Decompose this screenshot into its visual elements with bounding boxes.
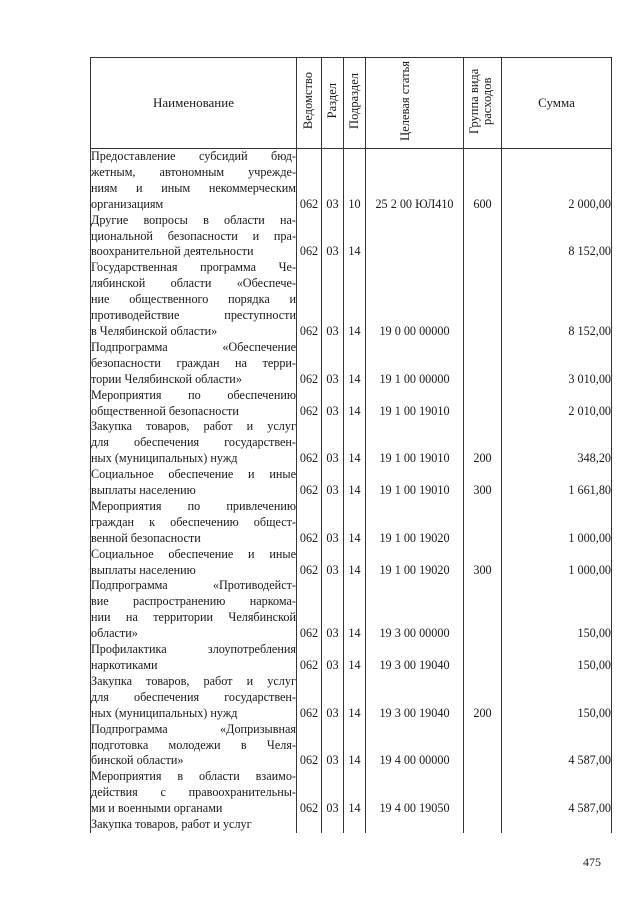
row-sum bbox=[502, 817, 612, 833]
table-row bbox=[91, 260, 612, 340]
row-name-line: воохранительной деятельности bbox=[91, 244, 254, 259]
row-dept: 062 bbox=[297, 674, 322, 722]
row-section: 03 bbox=[322, 419, 344, 467]
row-sum: 4 587,00 bbox=[502, 722, 612, 770]
row-group bbox=[464, 213, 502, 261]
row-name-cell bbox=[91, 722, 297, 770]
row-subsection: 14 bbox=[344, 499, 366, 547]
budget-table bbox=[90, 57, 612, 833]
row-name-cell bbox=[91, 499, 297, 547]
row-dept: 062 bbox=[297, 260, 322, 340]
row-sum: 150,00 bbox=[502, 674, 612, 722]
row-group: 200 bbox=[464, 674, 502, 722]
row-name-line: Государственная программа Че- bbox=[91, 260, 296, 275]
row-target: 19 4 00 00000 bbox=[366, 722, 464, 770]
row-group: 200 bbox=[464, 419, 502, 467]
row-name-line: жетным, автономным учрежде- bbox=[91, 164, 296, 179]
row-section bbox=[322, 817, 344, 833]
table-row bbox=[91, 467, 612, 499]
row-target: 19 1 00 19010 bbox=[366, 419, 464, 467]
row-name-line: противодействие преступности bbox=[91, 308, 296, 323]
row-sum: 2 010,00 bbox=[502, 388, 612, 420]
row-group: 300 bbox=[464, 467, 502, 499]
table-row bbox=[91, 388, 612, 420]
row-name-line: Закупка товаров, работ и услуг bbox=[91, 817, 252, 832]
row-name-cell bbox=[91, 260, 297, 340]
row-target: 19 0 00 00000 bbox=[366, 260, 464, 340]
table-row bbox=[91, 213, 612, 261]
row-name-line: Закупка товаров, работ и услуг bbox=[91, 673, 296, 688]
row-name-line: Подпрограмма «Противодейст- bbox=[91, 578, 296, 593]
row-group bbox=[464, 260, 502, 340]
row-target: 19 1 00 19010 bbox=[366, 388, 464, 420]
row-name-line: венной безопасности bbox=[91, 530, 201, 545]
row-dept: 062 bbox=[297, 213, 322, 261]
row-section: 03 bbox=[322, 260, 344, 340]
header-dept: Ведомство bbox=[301, 72, 316, 130]
table-row bbox=[91, 674, 612, 722]
row-group bbox=[464, 578, 502, 642]
row-subsection: 14 bbox=[344, 642, 366, 674]
row-name-line: нии на территории Челябинской bbox=[91, 610, 296, 625]
row-target: 19 1 00 19010 bbox=[366, 467, 464, 499]
row-group bbox=[464, 769, 502, 817]
row-dept: 062 bbox=[297, 467, 322, 499]
row-sum: 348,20 bbox=[502, 419, 612, 467]
table-row bbox=[91, 149, 612, 213]
row-name-line: общественной безопасности bbox=[91, 403, 239, 418]
row-name-line: Профилактика злоупотребления bbox=[91, 642, 296, 657]
header-target: Целевая статья bbox=[397, 61, 412, 141]
row-group bbox=[464, 340, 502, 388]
row-name-line: действия с правоохранительны- bbox=[91, 785, 296, 800]
row-name-line: ние общественного порядка и bbox=[91, 292, 296, 307]
row-subsection: 14 bbox=[344, 578, 366, 642]
row-name-cell bbox=[91, 547, 297, 579]
row-target: 19 1 00 19020 bbox=[366, 499, 464, 547]
row-sum: 150,00 bbox=[502, 578, 612, 642]
row-dept: 062 bbox=[297, 388, 322, 420]
row-section: 03 bbox=[322, 642, 344, 674]
row-subsection: 14 bbox=[344, 260, 366, 340]
row-section: 03 bbox=[322, 340, 344, 388]
row-name-line: Мероприятия в области взаимо- bbox=[91, 769, 296, 784]
row-subsection: 10 bbox=[344, 149, 366, 213]
row-sum: 3 010,00 bbox=[502, 340, 612, 388]
row-section: 03 bbox=[322, 467, 344, 499]
row-name-line: Закупка товаров, работ и услуг bbox=[91, 419, 296, 434]
row-name-line: Мероприятия по обеспечению bbox=[91, 387, 296, 402]
row-subsection: 14 bbox=[344, 419, 366, 467]
row-name-line: Подпрограмма «Допризывная bbox=[91, 721, 296, 736]
row-name-cell bbox=[91, 388, 297, 420]
row-name-cell bbox=[91, 674, 297, 722]
row-group bbox=[464, 722, 502, 770]
header-dept-cell bbox=[297, 58, 322, 149]
row-name-line: ниям и иным некоммерческим bbox=[91, 180, 296, 195]
row-dept: 062 bbox=[297, 419, 322, 467]
table-row bbox=[91, 547, 612, 579]
row-section: 03 bbox=[322, 722, 344, 770]
row-name-line: подготовка молодежи в Челя- bbox=[91, 737, 296, 752]
row-dept bbox=[297, 817, 322, 833]
header-group: Группа вида расходов bbox=[466, 68, 494, 134]
row-section: 03 bbox=[322, 499, 344, 547]
row-name-line: для обеспечения государствен- bbox=[91, 689, 296, 704]
row-group bbox=[464, 817, 502, 833]
row-sum: 1 661,80 bbox=[502, 467, 612, 499]
row-name-cell bbox=[91, 419, 297, 467]
row-name-line: для обеспечения государствен- bbox=[91, 435, 296, 450]
row-group bbox=[464, 388, 502, 420]
row-name-cell bbox=[91, 817, 297, 833]
table-body bbox=[91, 149, 612, 833]
table-row bbox=[91, 817, 612, 833]
row-target: 19 3 00 19040 bbox=[366, 642, 464, 674]
row-name-line: Социальное обеспечение и иные bbox=[91, 467, 296, 482]
row-name-line: ных (муниципальных) нужд bbox=[91, 451, 238, 466]
header-target-cell bbox=[366, 58, 464, 149]
table-row bbox=[91, 642, 612, 674]
row-subsection bbox=[344, 817, 366, 833]
row-name-line: выплаты населению bbox=[91, 562, 196, 577]
row-target: 19 3 00 00000 bbox=[366, 578, 464, 642]
row-sum: 150,00 bbox=[502, 642, 612, 674]
header-sum: Сумма bbox=[502, 58, 612, 149]
row-target bbox=[366, 817, 464, 833]
row-name-line: тории Челябинской области» bbox=[91, 371, 242, 386]
row-name-line: Другие вопросы в области на- bbox=[91, 212, 296, 227]
row-dept: 062 bbox=[297, 722, 322, 770]
row-name-line: Предоставление субсидий бюд- bbox=[91, 149, 296, 163]
row-name-line: лябинской области «Обеспече- bbox=[91, 276, 296, 291]
row-target: 19 3 00 19040 bbox=[366, 674, 464, 722]
row-section: 03 bbox=[322, 149, 344, 213]
row-subsection: 14 bbox=[344, 674, 366, 722]
row-dept: 062 bbox=[297, 578, 322, 642]
table-row bbox=[91, 722, 612, 770]
row-sum: 1 000,00 bbox=[502, 499, 612, 547]
row-sum: 1 000,00 bbox=[502, 547, 612, 579]
row-name-cell bbox=[91, 578, 297, 642]
row-dept: 062 bbox=[297, 642, 322, 674]
row-name-line: области» bbox=[91, 626, 138, 641]
row-name-line: в Челябинской области» bbox=[91, 323, 218, 338]
row-subsection: 14 bbox=[344, 467, 366, 499]
row-section: 03 bbox=[322, 578, 344, 642]
row-sum: 2 000,00 bbox=[502, 149, 612, 213]
table-header-row bbox=[91, 58, 612, 149]
row-group bbox=[464, 499, 502, 547]
row-name-line: наркотиками bbox=[91, 658, 158, 672]
row-name-cell bbox=[91, 149, 297, 213]
row-subsection: 14 bbox=[344, 213, 366, 261]
row-name-cell bbox=[91, 467, 297, 499]
table-row bbox=[91, 340, 612, 388]
row-target bbox=[366, 213, 464, 261]
row-subsection: 14 bbox=[344, 769, 366, 817]
row-target: 19 1 00 00000 bbox=[366, 340, 464, 388]
row-name-cell bbox=[91, 769, 297, 817]
row-subsection: 14 bbox=[344, 722, 366, 770]
row-name-cell bbox=[91, 213, 297, 261]
row-name-line: ми и военными органами bbox=[91, 801, 223, 816]
header-name: Наименование bbox=[91, 58, 297, 149]
row-group bbox=[464, 642, 502, 674]
page-number: 475 bbox=[583, 855, 601, 869]
header-section: Раздел bbox=[324, 83, 339, 119]
row-section: 03 bbox=[322, 547, 344, 579]
row-name-line: граждан к обеспечению общест- bbox=[91, 514, 296, 529]
header-group-cell bbox=[464, 58, 502, 149]
row-section: 03 bbox=[322, 674, 344, 722]
header-section-cell bbox=[322, 58, 344, 149]
row-subsection: 14 bbox=[344, 388, 366, 420]
row-name-line: Социальное обеспечение и иные bbox=[91, 546, 296, 561]
row-subsection: 14 bbox=[344, 340, 366, 388]
row-name-line: вие распространению наркома- bbox=[91, 594, 296, 609]
row-name-line: организациям bbox=[91, 196, 164, 211]
table-row bbox=[91, 419, 612, 467]
header-subsection-cell bbox=[344, 58, 366, 149]
row-section: 03 bbox=[322, 213, 344, 261]
row-name-line: выплаты населению bbox=[91, 483, 196, 498]
row-name-line: циональной безопасности и пра- bbox=[91, 228, 296, 243]
row-name-line: Подпрограмма «Обеспечение bbox=[91, 339, 296, 354]
row-group: 300 bbox=[464, 547, 502, 579]
row-name-cell bbox=[91, 340, 297, 388]
row-dept: 062 bbox=[297, 340, 322, 388]
header-subsection: Подраздел bbox=[346, 73, 361, 129]
table-row bbox=[91, 769, 612, 817]
table-row bbox=[91, 578, 612, 642]
row-name-line: бинской области» bbox=[91, 753, 184, 768]
row-name-line: безопасности граждан на терри- bbox=[91, 355, 296, 370]
row-subsection: 14 bbox=[344, 547, 366, 579]
row-sum: 8 152,00 bbox=[502, 213, 612, 261]
row-sum: 4 587,00 bbox=[502, 769, 612, 817]
row-name-line: ных (муниципальных) нужд bbox=[91, 705, 238, 720]
row-section: 03 bbox=[322, 388, 344, 420]
row-name-line: Мероприятия по привлечению bbox=[91, 498, 296, 513]
row-target: 25 2 00 ЮЛ410 bbox=[366, 149, 464, 213]
row-group: 600 bbox=[464, 149, 502, 213]
row-dept: 062 bbox=[297, 547, 322, 579]
row-sum: 8 152,00 bbox=[502, 260, 612, 340]
table-row bbox=[91, 499, 612, 547]
row-name-cell bbox=[91, 642, 297, 674]
row-target: 19 4 00 19050 bbox=[366, 769, 464, 817]
row-dept: 062 bbox=[297, 769, 322, 817]
row-target: 19 1 00 19020 bbox=[366, 547, 464, 579]
row-dept: 062 bbox=[297, 149, 322, 213]
row-section: 03 bbox=[322, 769, 344, 817]
row-dept: 062 bbox=[297, 499, 322, 547]
